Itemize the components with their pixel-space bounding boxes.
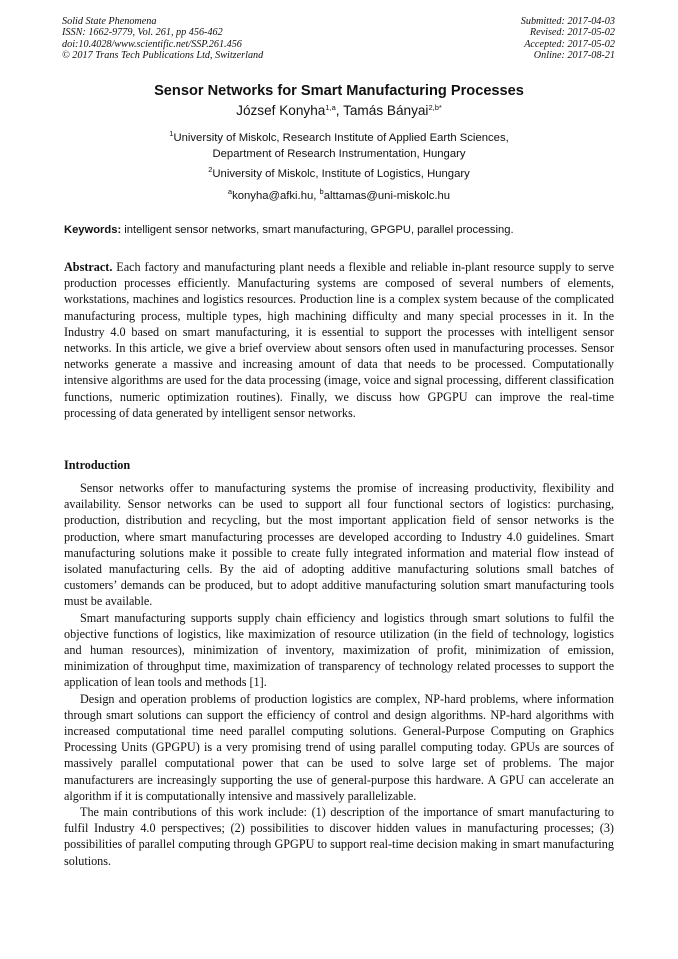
email-b[interactable]: alttamas@uni-miskolc.hu xyxy=(323,190,451,202)
copyright-line: © 2017 Trans Tech Publications Ltd, Switzerland xyxy=(62,49,264,61)
email-a[interactable]: konyha@afki.hu, xyxy=(232,190,320,202)
online-date: Online: 2017-08-21 xyxy=(533,49,615,61)
intro-paragraph: The main contributions of this work include: (1) description of the importance of smart manufacturing to fulfil Industry 4.0 perspectives; (2) possibilities to discover hidden values in manufacturing processes; (3) possibilities of parallel computing through GPGPU to support real-time decision making in smart manufacturing solutions. xyxy=(64,805,614,868)
submitted-date: Submitted: 2017-04-03 xyxy=(520,16,615,27)
doi-link[interactable]: doi:10.4028/www.scientific.net/SSP.261.456 xyxy=(62,38,242,50)
intro-paragraph: Smart manufacturing supports supply chain efficiency and logistics through smart solutions to fulfil the objective functions of logistics, like maximization of resource utilization (in the field of technology, logistics and human resources), minimization of inventory, maximization of profit, minimization of emission, minimization of throughput time, maximization of transparency of technology related processes to support the application of lean tools and methods [1]. xyxy=(64,610,614,690)
keywords xyxy=(64,224,616,236)
revised-date: Revised: 2017-05-02 xyxy=(529,27,615,39)
introduction-body xyxy=(64,480,614,869)
accepted-date: Accepted: 2017-05-02 xyxy=(524,38,615,50)
author-emails xyxy=(0,188,678,204)
author-1: József Konyha xyxy=(236,103,326,118)
affiliation-1 xyxy=(0,130,678,162)
affiliation-1-line-1: University of Miskolc, Research Institute of Applied Earth Sciences, xyxy=(173,132,509,144)
affiliation-2-marker: 2 xyxy=(208,165,213,174)
author-separator: , xyxy=(335,103,344,118)
author-1-marker: 1,a xyxy=(325,103,336,112)
introduction-heading: Introduction xyxy=(64,458,131,472)
author-line xyxy=(0,103,678,118)
publication-dates xyxy=(521,16,615,61)
affiliation-2-text: University of Miskolc, Institute of Logistics, Hungary xyxy=(212,168,470,180)
abstract-text: Each factory and manufacturing plant needs a flexible and reliable in-plant resource supply to serve production processes efficiently. Manufacturing systems are composed of several numbers of elements, workstations, machines and logistics resources. Production line is a complex system because of the complicated manufacturing process, multiple types, high machining difficulty and many special processes in it. In the Industry 4.0 based on smart manufacturing, it is essential to support the processes with intelligent sensor networks. In this article, we give a brief overview about sensors often used in manufacturing processes. Sensor networks generate a massive and increasing amount of data that needs to be processed. Computationally intensive algorithms are used for the data processing (image, voice and signal processing, different classification functions, numeric optimization routines). Finally, we discuss how GPGPU can improve the real-time processing of data generated by intelligent sensor networks. xyxy=(64,260,614,420)
email-b-marker: b xyxy=(319,187,324,196)
affiliation-2 xyxy=(0,166,678,182)
journal-name: Solid State Phenomena xyxy=(62,16,157,27)
author-2-marker: 2,b* xyxy=(428,103,442,112)
abstract-label: Abstract. xyxy=(64,260,113,274)
email-a-marker: a xyxy=(227,187,233,196)
intro-paragraph: Sensor networks offer to manufacturing systems the promise of increasing productivity, flexibility and availability. Sensor networks can be used to support all four functional sectors of logistics: purchasing, production, distribution and recycling, but the most important application field of sensor networks is the production, where smart manufacturing processes are developed according to Industry 4.0 guidelines. Smart manufacturing solutions make it possible to create fully integrated information and material flow instead of isolated manufacturing cells. By the aid of adopting additive manufacturing solutions small batches of customers’ demands can be produced, but to adopt additive manufacturing solution smart manufacturing tools must be available. xyxy=(64,481,614,609)
affiliation-1-line-2: Department of Research Instrumentation, Hungary xyxy=(212,148,466,160)
intro-paragraph: Design and operation problems of production logistics are complex, NP-hard problems, where information through smart solutions can support the efficiency of control and design algorithms. NP-hard algorithms with increased computational time need parallel computing solutions. General-Purpose Computing on Graphics Processing Units (GPGPU) is a very promising trend of using parallel computing today. GPUs are sources of massively parallel computational power that can be used to solve large set of problems. The major manufacturers are increasingly supporting the use of general-purpose this hardware. A GPU can accelerate an algorithm if it is computationally intensive and massively parallelizable. xyxy=(64,691,614,803)
author-2: Tamás Bányai xyxy=(343,103,429,118)
issn-volume: ISSN: 1662-9779, Vol. 261, pp 456-462 xyxy=(62,27,223,39)
keywords-label: Keywords: xyxy=(64,224,122,236)
journal-info xyxy=(62,16,263,61)
affiliation-1-marker: 1 xyxy=(169,129,174,138)
abstract xyxy=(64,259,614,421)
keywords-text: intelligent sensor networks, smart manufacturing, GPGPU, parallel processing. xyxy=(121,224,514,236)
paper-title: Sensor Networks for Smart Manufacturing Processes xyxy=(154,83,524,99)
